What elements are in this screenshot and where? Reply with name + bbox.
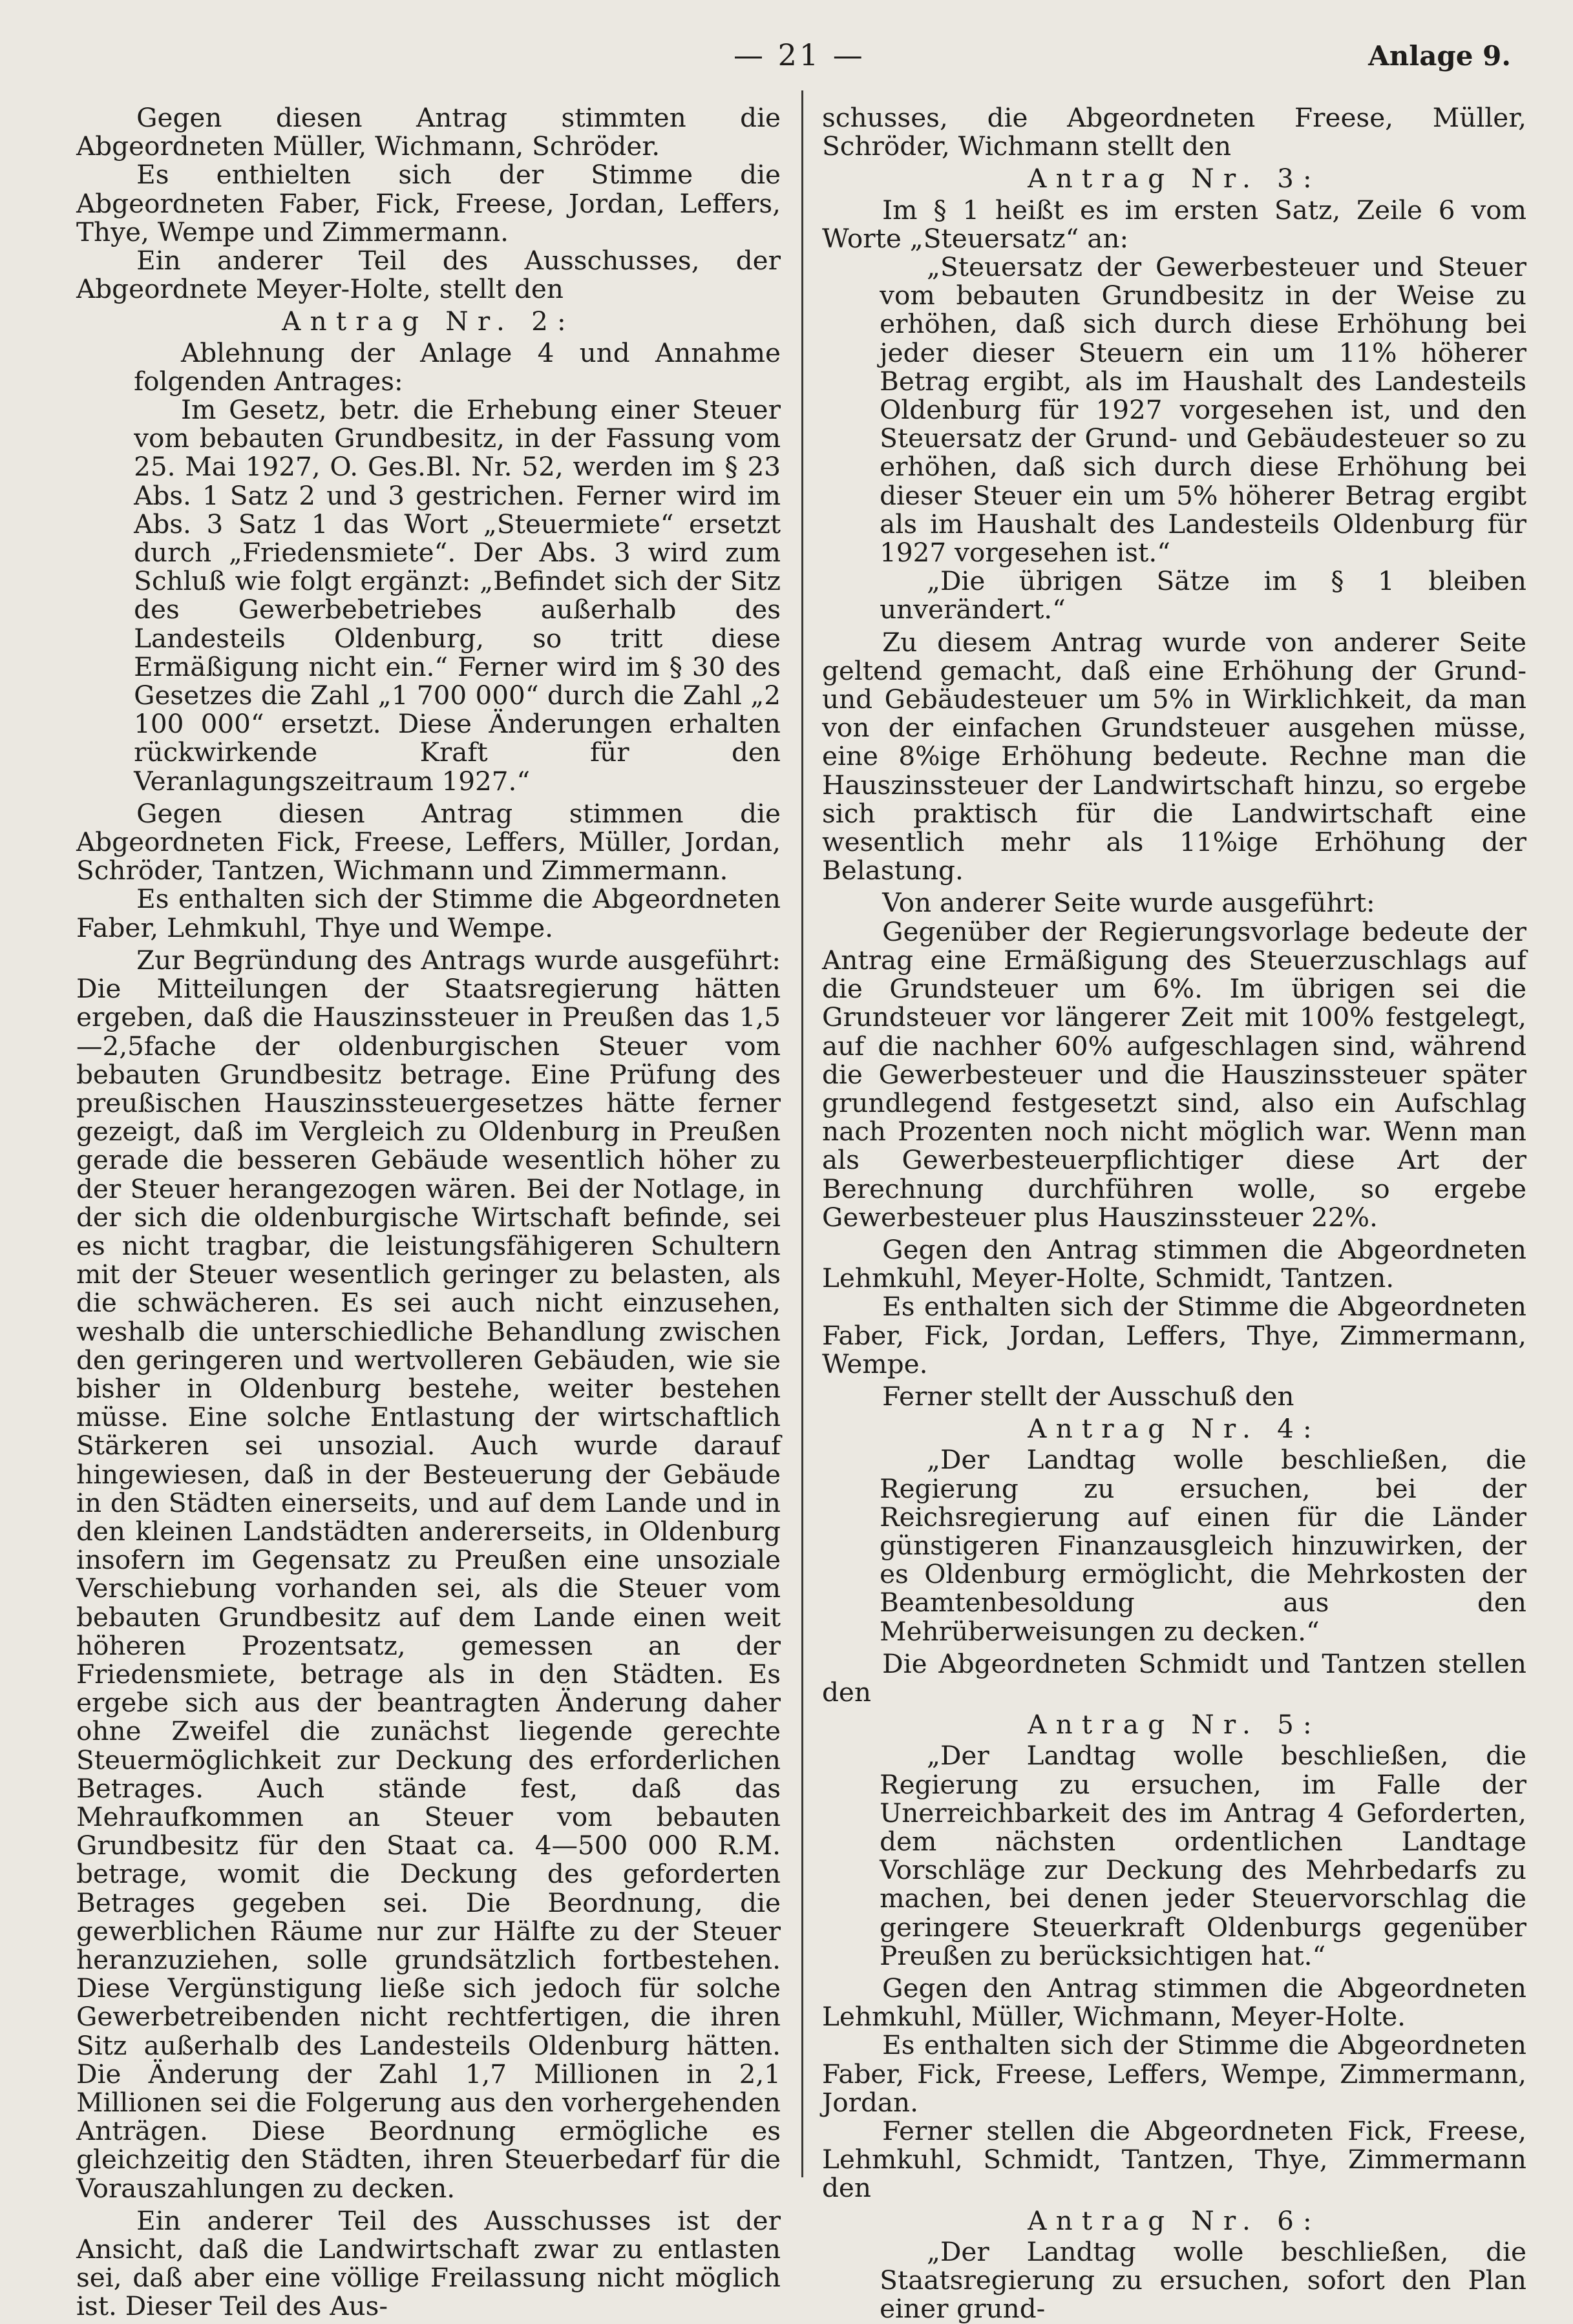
paragraph: Es enthielten sich der Stimme die Abgeordneten Faber, Fick, Freese, Jordan, Leffers, Thye, Wempe und Zimmermann. xyxy=(76,159,781,247)
motion-heading: Antrag Nr. 6: xyxy=(1028,2204,1321,2236)
paragraph: Es enthalten sich der Stimme die Abgeordneten Faber, Fick, Freese, Leffers, Wempe, Zimmermann, Jordan. xyxy=(822,2029,1526,2118)
paragraph: Es enthalten sich der Stimme die Abgeordneten Faber, Fick, Jordan, Leffers, Thye, Zimmermann, Wempe. xyxy=(822,1291,1526,1379)
motion-heading: Antrag Nr. 2: xyxy=(282,306,575,337)
paragraph: Zur Begründung des Antrags wurde ausgeführt: Die Mitteilungen der Staatsregierung hätten ergeben, daß die Hauszinssteuer in Preußen das 1,5—2,5fache der oldenburgischen Steuer vom bebauten Grundbesitz betrage. Eine Prüfung des preußischen Hauszinssteuergesetzes hätte ferner gezeigt, daß im Vergleich zu Oldenburg in Preußen gerade die besseren Gebäude wesentlich höher zu der Steuer herangezogen wären. Bei der Notlage, in der sich die oldenburgische Wirtschaft befinde, sei es nicht tragbar, die leistungsfähigeren Schultern mit der Steuer wesentlich geringer zu belasten, als die schwächeren. Es sei auch nicht einzusehen, weshalb die unterschiedliche Behandlung zwischen den geringeren und wertvolleren Gebäuden, wie sie bisher in Oldenburg bestehe, weiter bestehen müsse. Eine solche Entlastung der wirtschaftlich Stärkeren sei unsozial. Auch wurde darauf hingewiesen, daß in der Besteuerung der Gebäude in den Städten einerseits, und auf dem Lande und in den kleinen Landstädten andererseits, in Oldenburg insofern im Gegensatz zu Preußen eine unsoziale Verschiebung vorhanden sei, als die Steuer vom bebauten Grundbesitz auf dem Lande einen weit höheren Prozentsatz, gemessen an der Friedensmiete, betrage als in den Städten. Es ergebe sich aus der beantragten Änderung daher ohne Zweifel die zunächst liegende gerechte Steuermöglichkeit zur Deckung des erforderlichen Betrages. Auch stände fest, daß das Mehraufkommen an Steuer vom bebauten Grundbesitz für den Staat ca. 4—500 000 R.M. betrage, womit die Deckung des geforderten Betrages gegeben sei. Die Beordnung, die gewerblichen Räume nur zur Hälfte zu der Steuer heranzuziehen, solle grundsätzlich fortbestehen. Diese Vergünstigung ließe sich jedoch für solche Gewerbetreibenden nicht rechtfertigen, die ihren Sitz außerhalb des Landesteils Oldenburg hätten. Die Änderung der Zahl 1,7 Millionen in 2,1 Millionen sei die Folgerung aus den vorhergehenden Anträgen. Diese Beordnung ermögliche es gleichzeitig den Städten, ihren Steuerbedarf für die Vorauszahlungen zu decken. xyxy=(76,944,781,2204)
paragraph: Gegen den Antrag stimmen die Abgeordneten Lehmkuhl, Müller, Wichmann, Meyer-Holte. xyxy=(822,1973,1526,2033)
paragraph: schusses, die Abgeordneten Freese, Müller, Schröder, Wichmann stellt den xyxy=(822,102,1526,162)
paragraph: Ferner stellt der Ausschuß den xyxy=(882,1380,1294,1412)
page-number: — 21 — xyxy=(734,37,865,72)
paragraph: Von anderer Seite wurde ausgeführt: xyxy=(882,887,1375,919)
quoted-paragraph: „Steuersatz der Gewerbesteuer und Steuer vom bebauten Grundbesitz in der Weise zu erhöhen, daß sich durch diese Erhöhung bei jeder dieser Steuern ein um 11% höherer Betrag ergibt, als im Haushalt des Landesteils Oldenburg für 1927 vorgesehen ist, und den Steuersatz der Grund- und Gebäudesteuer so zu erhöhen, daß sich durch diese Erhöhung bei dieser Steuer ein um 5% höherer Betrag ergibt als im Haushalt des Landesteils Oldenburg für 1927 vorgesehen ist.“ xyxy=(880,251,1526,569)
paragraph: Ablehnung der Anlage 4 und Annahme folgenden Antrages: xyxy=(134,337,781,397)
motion-heading: Antrag Nr. 3: xyxy=(1028,163,1321,194)
paragraph: Gegen diesen Antrag stimmten die Abgeordneten Müller, Wichmann, Schröder. xyxy=(76,102,781,162)
right-column xyxy=(822,102,1526,2324)
paragraph: Gegen den Antrag stimmen die Abgeordneten Lehmkuhl, Meyer-Holte, Schmidt, Tantzen. xyxy=(822,1233,1526,1294)
column-divider xyxy=(801,90,803,2177)
paragraph: Gegenüber der Regierungsvorlage bedeute der Antrag eine Ermäßigung des Steuerzuschlags auf die Grundsteuer um 6%. Im übrigen sei die Grundsteuer vor längerer Zeit mit 100% festgelegt, auf die nachher 60% aufgeschlagen sind, während die Gewerbesteuer und die Hauszinssteuer später grundlegend festgesetzt sind, also ein Aufschlag nach Prozenten noch nicht möglich war. Wenn man als Gewerbesteuerpflichtiger diese Art der Berechnung durchführen wolle, so ergebe Gewerbesteuer plus Hauszinssteuer 22%. xyxy=(822,916,1526,1233)
quoted-paragraph: „Die übrigen Sätze im § 1 bleiben unverändert.“ xyxy=(880,565,1526,625)
motion-heading: Antrag Nr. 4: xyxy=(1028,1413,1321,1445)
annex-label: Anlage 9. xyxy=(1368,40,1511,72)
paragraph: Ein anderer Teil des Ausschusses ist der Ansicht, daß die Landwirtschaft zwar zu entlasten sei, daß aber eine völlige Freilassung nicht möglich ist. Dieser Teil des Aus- xyxy=(76,2204,781,2322)
paragraph: Ein anderer Teil des Ausschusses, der Abgeordnete Meyer-Holte, stellt den xyxy=(76,245,781,305)
paragraph: Die Abgeordneten Schmidt und Tantzen stellen den xyxy=(822,1648,1526,1708)
paragraph: Es enthalten sich der Stimme die Abgeordneten Faber, Lehmkuhl, Thye und Wempe. xyxy=(76,883,781,943)
paragraph: Gegen diesen Antrag stimmen die Abgeordneten Fick, Freese, Leffers, Müller, Jordan, Schröder, Tantzen, Wichmann und Zimmermann. xyxy=(76,797,781,886)
left-column xyxy=(76,102,781,2322)
quoted-paragraph: Im Gesetz, betr. die Erhebung einer Steuer vom bebauten Grundbesitz, in der Fassung vom 25. Mai 1927, O. Ges.Bl. Nr. 52, werden im § 23 Abs. 1 Satz 2 und 3 gestrichen. Ferner wird im Abs. 3 Satz 1 das Wort „Steuermiete“ ersetzt durch „Friedensmiete“. Der Abs. 3 wird zum Schluß wie folgt ergänzt: „Befindet sich der Sitz des Gewerbebetriebes außerhalb des Landesteils Oldenburg, so tritt diese Ermäßigung nicht ein.“ Ferner wird im § 30 des Gesetzes die Zahl „1 700 000“ durch die Zahl „2 100 000“ ersetzt. Diese Änderungen erhalten rückwirkende Kraft für den Veranlagungszeitraum 1927.“ xyxy=(134,394,781,797)
paragraph: Im § 1 heißt es im ersten Satz, Zeile 6 vom Worte „Steuersatz“ an: xyxy=(822,194,1526,254)
quoted-paragraph: „Der Landtag wolle beschließen, die Regierung zu ersuchen, bei der Reichsregierung auf einen für die Länder günstigeren Finanzausgleich hinzuwirken, der es Oldenburg ermöglicht, die Mehrkosten der Beamtenbesoldung aus den Mehrüberweisungen zu decken.“ xyxy=(880,1444,1526,1647)
motion-heading: Antrag Nr. 5: xyxy=(1028,1709,1321,1741)
page-header xyxy=(0,37,1573,79)
paragraph: Zu diesem Antrag wurde von anderer Seite geltend gemacht, daß eine Erhöhung der Grund- und Gebäudesteuer um 5% in Wirklichkeit, da man von der einfachen Grundsteuer ausgehen müsse, eine 8%ige Erhöhung bedeute. Rechne man die Hauszinssteuer der Landwirtschaft hinzu, so ergebe sich praktisch für die Landwirtschaft eine wesentlich mehr als 11%ige Erhöhung der Belastung. xyxy=(822,626,1526,886)
paragraph: Ferner stellen die Abgeordneten Fick, Freese, Lehmkuhl, Schmidt, Tantzen, Thye, Zimmermann den xyxy=(822,2115,1526,2204)
quoted-paragraph: „Der Landtag wolle beschließen, die Regierung zu ersuchen, im Falle der Unerreichbarkeit des im Antrag 4 Geforderten, dem nächsten ordentlichen Landtage Vorschläge zur Deckung des Mehrbedarfs zu machen, bei denen jeder Steuervorschlag die geringere Steuerkraft Oldenburgs gegenüber Preußen zu berücksichtigen hat.“ xyxy=(880,1740,1526,1971)
quoted-paragraph: „Der Landtag wolle beschließen, die Staatsregierung zu ersuchen, sofort den Plan einer grund- xyxy=(880,2235,1526,2324)
